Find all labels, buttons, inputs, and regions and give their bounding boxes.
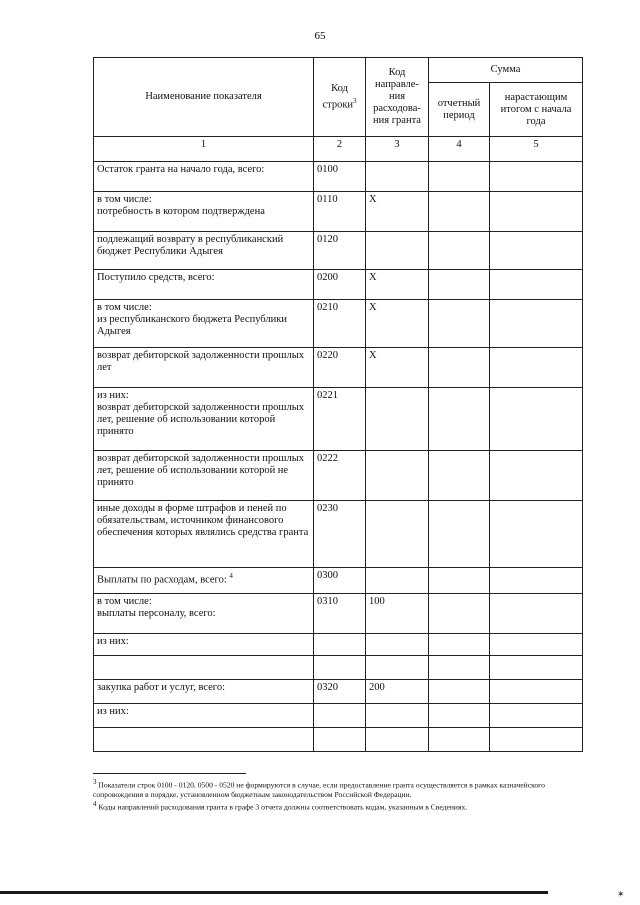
row-direction-code <box>366 501 429 568</box>
table-row <box>94 270 583 300</box>
row-cumulative-value <box>490 656 583 680</box>
row-period-value <box>429 192 490 232</box>
row-period-value <box>429 270 490 300</box>
table-row <box>94 300 583 348</box>
table-row <box>94 388 583 451</box>
row-direction-code <box>366 634 429 656</box>
row-name-cell <box>94 270 314 300</box>
header-direction: Код направле-ния расходова-ния гранта <box>366 58 429 137</box>
row-name-cell <box>94 348 314 388</box>
row-code <box>314 704 366 728</box>
row-name-cell <box>94 388 314 451</box>
row-cumulative-value <box>490 348 583 388</box>
table-row <box>94 634 583 656</box>
row-direction-code <box>366 162 429 192</box>
row-code <box>314 656 366 680</box>
row-name-cell <box>94 680 314 704</box>
row-name-cell <box>94 192 314 232</box>
row-period-value <box>429 348 490 388</box>
footnote: $^4$ Коды направлений расходования гранта в графе 3 отчета должны соответствовать кодам, указанным в Сведениях. <box>93 799 468 812</box>
row-name: возврат дебиторской задолженности прошлых лет <box>97 350 305 373</box>
header-period: отчетный период <box>429 83 490 137</box>
row-cumulative-value <box>490 232 583 270</box>
row-cumulative-value <box>490 704 583 728</box>
table-row <box>94 348 583 388</box>
header-name: Наименование показателя <box>94 58 314 137</box>
row-name: в том числе: из республиканского бюджета Республики Адыгея <box>97 302 287 337</box>
row-code: 0300 <box>314 568 366 594</box>
row-direction-code: X <box>366 270 429 300</box>
table-row <box>94 501 583 568</box>
row-name: Поступило средств, всего: <box>97 272 215 283</box>
row-period-value <box>429 568 490 594</box>
row-cumulative-value <box>490 568 583 594</box>
row-code: 0210 <box>314 300 366 348</box>
row-direction-code <box>366 568 429 594</box>
row-cumulative-value <box>490 634 583 656</box>
row-code: 0110 <box>314 192 366 232</box>
row-name: подлежащий возврату в республиканский бюджет Республики Адыгея <box>97 234 284 257</box>
row-direction-code <box>366 232 429 270</box>
row-code: 0230 <box>314 501 366 568</box>
row-code: 0320 <box>314 680 366 704</box>
row-direction-code: 200 <box>366 680 429 704</box>
header-code-footnote-mark: 3 <box>353 96 357 105</box>
row-direction-code <box>366 388 429 451</box>
row-period-value <box>429 300 490 348</box>
row-period-value <box>429 501 490 568</box>
column-number: 4 <box>429 137 490 162</box>
row-period-value <box>429 680 490 704</box>
row-direction-code <box>366 656 429 680</box>
row-code: 0220 <box>314 348 366 388</box>
row-name: возврат дебиторской задолженности прошлых лет, решение об использовании которой не принято <box>97 453 305 488</box>
row-name: из них: <box>97 706 129 717</box>
footnote: $^3$ Показатели строк 0100 - 0120, 0500 - 0520 не формируются в случае, если предоставление гранта осуществляется в рамках казначейского сопровождения в порядке, установленном бюджетным законодательством Российской Федерации. <box>93 778 545 800</box>
header-code: Код строки$^3$ <box>314 58 366 137</box>
row-period-value <box>429 232 490 270</box>
row-code: 0222 <box>314 451 366 501</box>
column-number: 2 <box>314 137 366 162</box>
row-name-cell <box>94 656 314 680</box>
row-name: иные доходы в форме штрафов и пеней по обязательствам, источником финансового обеспечения которых являлись средства гранта <box>97 503 309 538</box>
column-number: 5 <box>490 137 583 162</box>
row-period-value <box>429 162 490 192</box>
row-direction-code: X <box>366 192 429 232</box>
row-name-cell <box>94 568 314 594</box>
row-period-value <box>429 451 490 501</box>
row-direction-code: X <box>366 348 429 388</box>
row-cumulative-value <box>490 388 583 451</box>
row-name-cell <box>94 704 314 728</box>
table-row <box>94 594 583 634</box>
row-direction-code <box>366 728 429 752</box>
row-cumulative-value <box>490 728 583 752</box>
row-period-value <box>429 388 490 451</box>
row-direction-code: 100 <box>366 594 429 634</box>
row-code: 0120 <box>314 232 366 270</box>
row-cumulative-value <box>490 451 583 501</box>
column-number: 1 <box>94 137 314 162</box>
column-numbers-row <box>94 137 583 162</box>
row-name-cell <box>94 634 314 656</box>
row-cumulative-value <box>490 501 583 568</box>
table-row <box>94 232 583 270</box>
row-name: Остаток гранта на начало года, всего: <box>97 164 265 175</box>
corner-mark: ✶ <box>617 889 625 899</box>
row-name-cell <box>94 300 314 348</box>
header-cumulative: нарастающим итогом с начала года <box>490 83 583 137</box>
row-name: из них: возврат дебиторской задолженности прошлых лет, решение об использовании которой принято <box>97 390 305 437</box>
table-row <box>94 568 583 594</box>
row-period-value <box>429 704 490 728</box>
row-code <box>314 634 366 656</box>
table-row <box>94 704 583 728</box>
bottom-rule <box>0 891 548 894</box>
row-name-cell <box>94 594 314 634</box>
table-row <box>94 162 583 192</box>
row-name-cell <box>94 501 314 568</box>
footnote-separator <box>93 773 246 774</box>
row-direction-code <box>366 451 429 501</box>
row-cumulative-value <box>490 300 583 348</box>
report-table <box>93 57 583 752</box>
column-number: 3 <box>366 137 429 162</box>
row-cumulative-value <box>490 680 583 704</box>
row-name: в том числе: потребность в котором подтверждена <box>97 194 265 217</box>
row-name: в том числе: выплаты персоналу, всего: <box>97 596 216 619</box>
row-period-value <box>429 656 490 680</box>
row-period-value <box>429 594 490 634</box>
row-code: 0100 <box>314 162 366 192</box>
row-code: 0310 <box>314 594 366 634</box>
row-code: 0221 <box>314 388 366 451</box>
row-cumulative-value <box>490 192 583 232</box>
row-cumulative-value <box>490 162 583 192</box>
row-period-value <box>429 728 490 752</box>
row-name-cell <box>94 728 314 752</box>
row-cumulative-value <box>490 270 583 300</box>
table-row <box>94 728 583 752</box>
row-code: 0200 <box>314 270 366 300</box>
row-period-value <box>429 634 490 656</box>
row-name: закупка работ и услуг, всего: <box>97 682 226 693</box>
row-direction-code: X <box>366 300 429 348</box>
footnotes <box>93 778 585 812</box>
table-body <box>94 162 583 752</box>
row-cumulative-value <box>490 594 583 634</box>
row-name-cell <box>94 451 314 501</box>
row-footnote-mark: 4 <box>229 572 233 580</box>
table-row <box>94 656 583 680</box>
row-code <box>314 728 366 752</box>
row-name: Выплаты по расходам, всего: <box>97 574 227 586</box>
row-name-cell <box>94 232 314 270</box>
table-row <box>94 192 583 232</box>
row-name: из них: <box>97 636 129 647</box>
table-row <box>94 451 583 501</box>
page-number: 65 <box>314 30 326 42</box>
header-sum: Сумма <box>429 58 583 83</box>
table-row <box>94 680 583 704</box>
row-direction-code <box>366 704 429 728</box>
row-name-cell <box>94 162 314 192</box>
